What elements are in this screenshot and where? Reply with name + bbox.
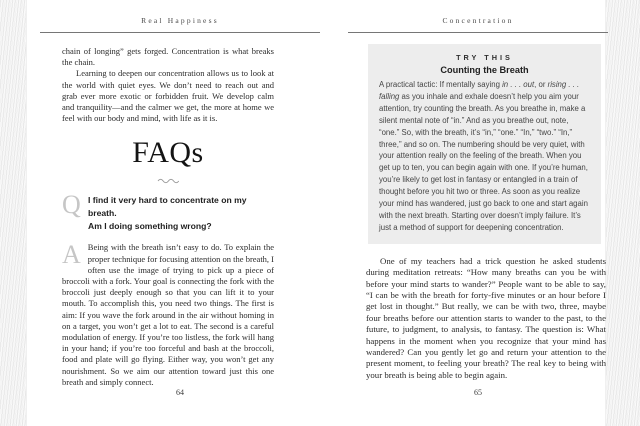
faq-question-row <box>62 190 274 233</box>
faq-answer-text: Being with the breath isn’t easy to do. To explain the proper technique for focusing attention on the breath, I often use the image of trying to pick up a piece of broccoli with a fork. Your goal is connecting the fork with the broccoli just deeply enough so that you can lift it to your mouth. To accomplish this, you need two things. The first is aim: If you wave the fork around in the air without homing in on a target, you won’t get a lot to eat. The second is a careful modulation of energy. If you’re too listless, the fork will hang in your hand; if you’re too forceful and bash at the broccoli, food and plate will go flying. Either way, you won’t get any nourishment. So we aim our attention toward just this one breath and simply connect. <box>62 242 275 387</box>
paragraph: chain of longing” gets forged. Concentration is what breaks the chain. <box>62 46 274 68</box>
squiggle-ornament-icon <box>62 171 274 183</box>
faq-section-heading: FAQs <box>132 136 204 170</box>
page-edges-left <box>0 0 27 426</box>
running-header-right-text: Concentration <box>442 16 514 25</box>
paragraph: Learning to deepen our concentration allows us to look at the world with quiet eyes. We don’t need to reach out and grab ever more exotic or forbidden fruit. We develop calm and tranquility—and the calmer we get, the more at home we feel with our body and mind, with life as it is. <box>62 68 274 124</box>
running-header-left-text: Real Happiness <box>141 16 219 25</box>
left-page-text-block <box>62 46 274 388</box>
faq-question-line: I find it very hard to concentrate on my breath. <box>88 195 247 219</box>
page-number-left: 64 <box>176 388 184 397</box>
question-dropcap: Q <box>62 190 81 220</box>
running-header-left <box>40 16 320 33</box>
answer-dropcap: A <box>62 240 81 270</box>
try-this-kicker: TRY THIS <box>456 53 513 62</box>
try-this-title: Counting the Breath <box>440 65 529 75</box>
faq-answer <box>62 242 274 388</box>
left-page <box>26 0 318 426</box>
page-edges-right <box>605 0 640 426</box>
try-this-box <box>368 44 601 244</box>
paragraph: One of my teachers had a trick question he asked students during meditation retreats: “How many breaths can you be with before your mind starts to wander?” People want to be able to say, “I can be with the breath for forty-five minutes or an hour before I get lost in thought.” But really, we can be with two, three, maybe four breaths before our attention starts to wander to the past, to the future, to judgment, to analysis, to fantasy. The question is: What happens in the moment when you recognize that your mind has wandered? Can you gently let go and return your attention to the present moment, to feeling your breath? The real key to being with your breath is being able to begin again. <box>366 255 606 380</box>
faq-question <box>88 193 274 233</box>
running-header-right <box>348 16 608 33</box>
faq-question-line: Am I doing something wrong? <box>88 221 212 232</box>
page-number-right: 65 <box>474 388 482 397</box>
right-page-text-block <box>366 44 606 381</box>
right-page <box>318 0 606 426</box>
try-this-body: A practical tactic: If mentally saying in . . . out, or rising . . . falling as you inhale and exhale doesn’t help you aim your attention, try counting the breath. As you breathe in, make a silent mental note of “in.” And as you breathe out, note, “one.” So, with the breath, it’s “in,” “one.” “In,” “two.” “In,” three,” and so on. The numbering should be very quiet, with your attention really on the feeling of the breath. When you get up to ten, you can begin again with one. If you’re human, you’re likely to get lost in fantasy or entangled in a train of thought before you hit two or three. As soon as you realize your mind has wandered, just go back to one and start again with the next breath. Starting over doesn’t imply failure. It’s just a method of support for deepening concentration. <box>379 80 588 232</box>
